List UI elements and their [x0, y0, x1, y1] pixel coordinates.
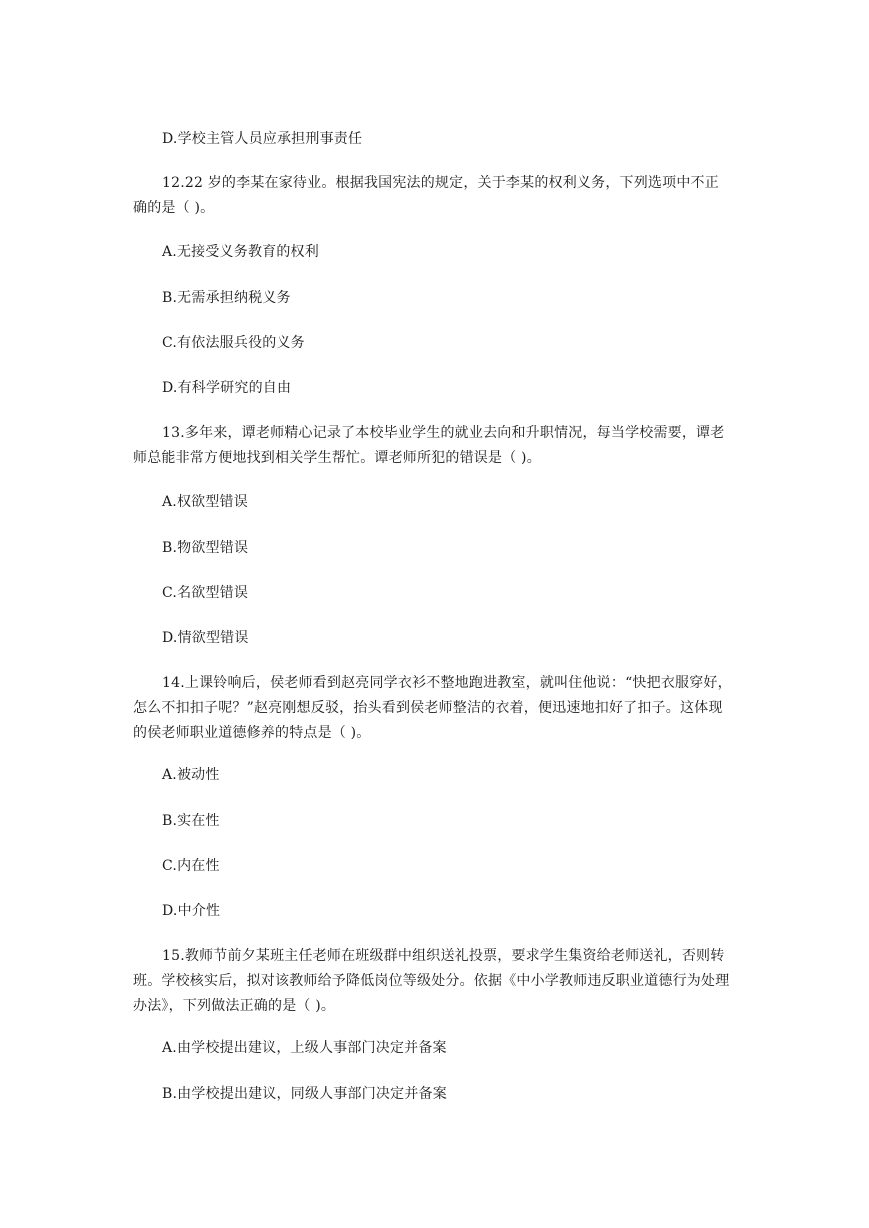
question-text: 15.教师节前夕某班主任老师在班级群中组织送礼投票，要求学生集资给老师送礼，否则转班。学校核实后，拟对该教师给予降低岗位等级处分。依据《中小学教师违反职业道德行为处理办法》，下列做法正确的是（ )。: [133, 948, 730, 1014]
option-text: D.情欲型错误: [162, 630, 249, 646]
option-text: D.中介性: [162, 903, 221, 919]
question-text: 14.上课铃响后，侯老师看到赵亮同学衣衫不整地跑进教室，就叫住他说：“快把衣服穿好，怎么不扣扣子呢？”赵亮刚想反驳，抬头看到侯老师整洁的衣着，便迅速地扣好了扣子。这体现的侯老师职业道德修养的特点是（ )。: [133, 675, 732, 741]
option-text: B.物欲型错误: [162, 540, 249, 556]
option-text: A.被动性: [162, 767, 220, 783]
question-text: 12.22 岁的李某在家待业。根据我国宪法的规定，关于李某的权利义务，下列选项中不正确的是（ )。: [133, 175, 719, 216]
option-text: C.内在性: [162, 858, 220, 874]
option-text: B.无需承担纳税义务: [162, 290, 291, 306]
option-text: D.学校主管人员应承担刑事责任: [162, 131, 363, 147]
option-text: B.实在性: [162, 813, 220, 829]
option-text: A.无接受义务教育的权利: [162, 244, 319, 260]
option-text: B.由学校提出建议，同级人事部门决定并备案: [162, 1086, 447, 1102]
question-text: 13.多年来，谭老师精心记录了本校毕业学生的就业去向和升职情况，每当学校需要，谭老师总能非常方便地找到相关学生帮忙。谭老师所犯的错误是（ )。: [133, 425, 725, 466]
option-text: C.有依法服兵役的义务: [162, 335, 305, 351]
option-text: A.由学校提出建议，上级人事部门决定并备案: [162, 1040, 447, 1056]
option-text: A.权欲型错误: [162, 494, 248, 510]
option-text: D.有科学研究的自由: [162, 380, 292, 396]
option-text: C.名欲型错误: [162, 585, 249, 601]
